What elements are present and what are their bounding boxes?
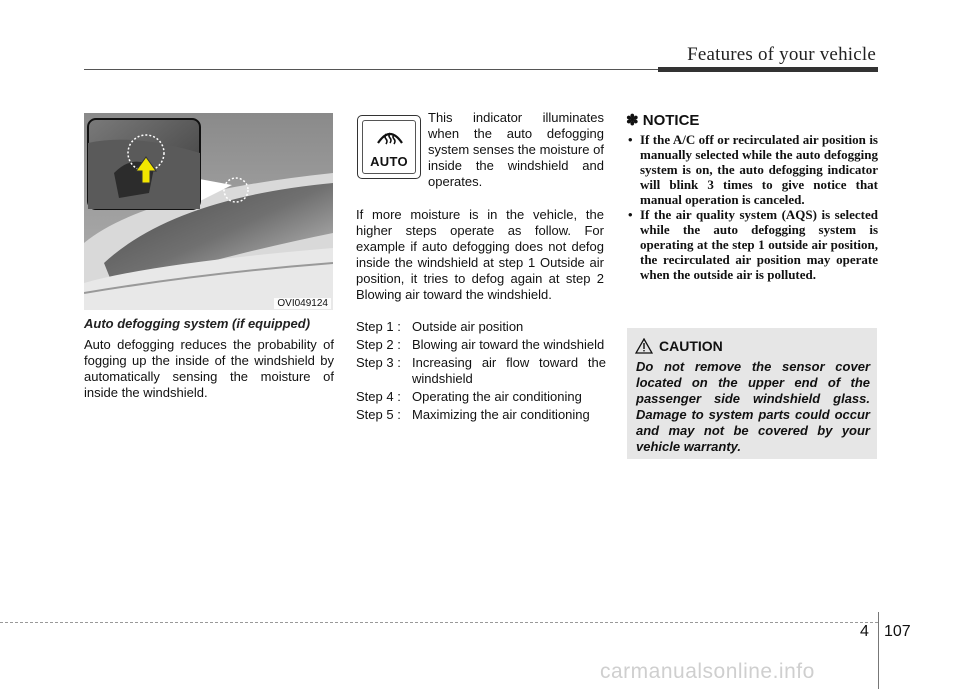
notice-item [626,132,878,207]
auto-defog-indicator [357,115,421,179]
indicator-description: This indicator illuminates when the auto defogging system senses the moisture of inside the windshield and operates. [428,110,604,189]
step-label: Step 1 : [356,319,401,334]
caution-header [635,338,723,354]
step-text: Increasing air flow toward the windshield [412,355,606,386]
bullet-icon: • [628,207,633,222]
warning-triangle-icon [635,338,653,354]
notice-list [626,132,878,282]
header-rule [84,69,658,70]
chapter-number: 4 [860,623,869,640]
bullet-icon: • [628,132,633,147]
step-item [356,407,606,423]
intro-paragraph: Auto defogging reduces the probability of fogging up the inside of the windshield by automatically sensing the moisture of inside the windshield. [84,337,334,400]
step-text: Blowing air toward the windshield [412,337,605,352]
step-label: Step 2 : [356,337,401,352]
step-list [356,319,606,425]
caution-text: Do not remove the sensor cover located on the upper end of the passenger side windshield glass. Damage to system parts could occur and may not be covered by your vehicle warranty. [636,359,870,454]
step-item [356,389,606,405]
footer-dashed-rule [0,622,878,623]
footer-divider [878,612,879,689]
windshield-photo [84,113,333,310]
step-item [356,337,606,353]
step-label: Step 3 : [356,355,401,370]
notice-title: ✽ NOTICE [626,112,700,129]
defog-icon [375,127,405,149]
notice-item-text: If the A/C off or recirculated air position is manually selected while the auto defogging system is on, the auto defogging indicator will blink 3 times to give notice that manual operation is canceled. [640,132,878,207]
indicator-frame [362,120,416,174]
step-text: Operating the air conditioning [412,389,582,404]
step-label: Step 5 : [356,407,401,422]
step-item [356,319,606,335]
notice-item-text: If the air quality system (AQS) is selected while the auto defogging system is operating at the step 1 outside air position, the recirculated air position may operate when the outside air is polluted. [640,207,878,282]
step-text: Outside air position [412,319,524,334]
watermark: carmanualsonline.info [600,660,815,683]
windshield-illustration [84,113,333,310]
caution-title: CAUTION [659,338,723,354]
moisture-paragraph: If more moisture is in the vehicle, the higher steps operate as follow. For example if auto defogging does not defog inside the windshield at step 1 Outside air position, it tries to defog again at step 2 Blowing air toward the windshield. [356,207,604,302]
caution-box [627,328,877,459]
step-text: Maximizing the air conditioning [412,407,590,422]
section-caption: Auto defogging system (if equipped) [84,316,311,331]
figure-code: OVI049124 [274,298,331,309]
notice-item [626,207,878,282]
step-label: Step 4 : [356,389,401,404]
page-number: 107 [884,623,911,640]
indicator-label: AUTO [370,154,408,169]
page-header-title: Features of your vehicle [687,44,876,65]
header-bar [658,67,878,72]
step-item [356,355,606,387]
